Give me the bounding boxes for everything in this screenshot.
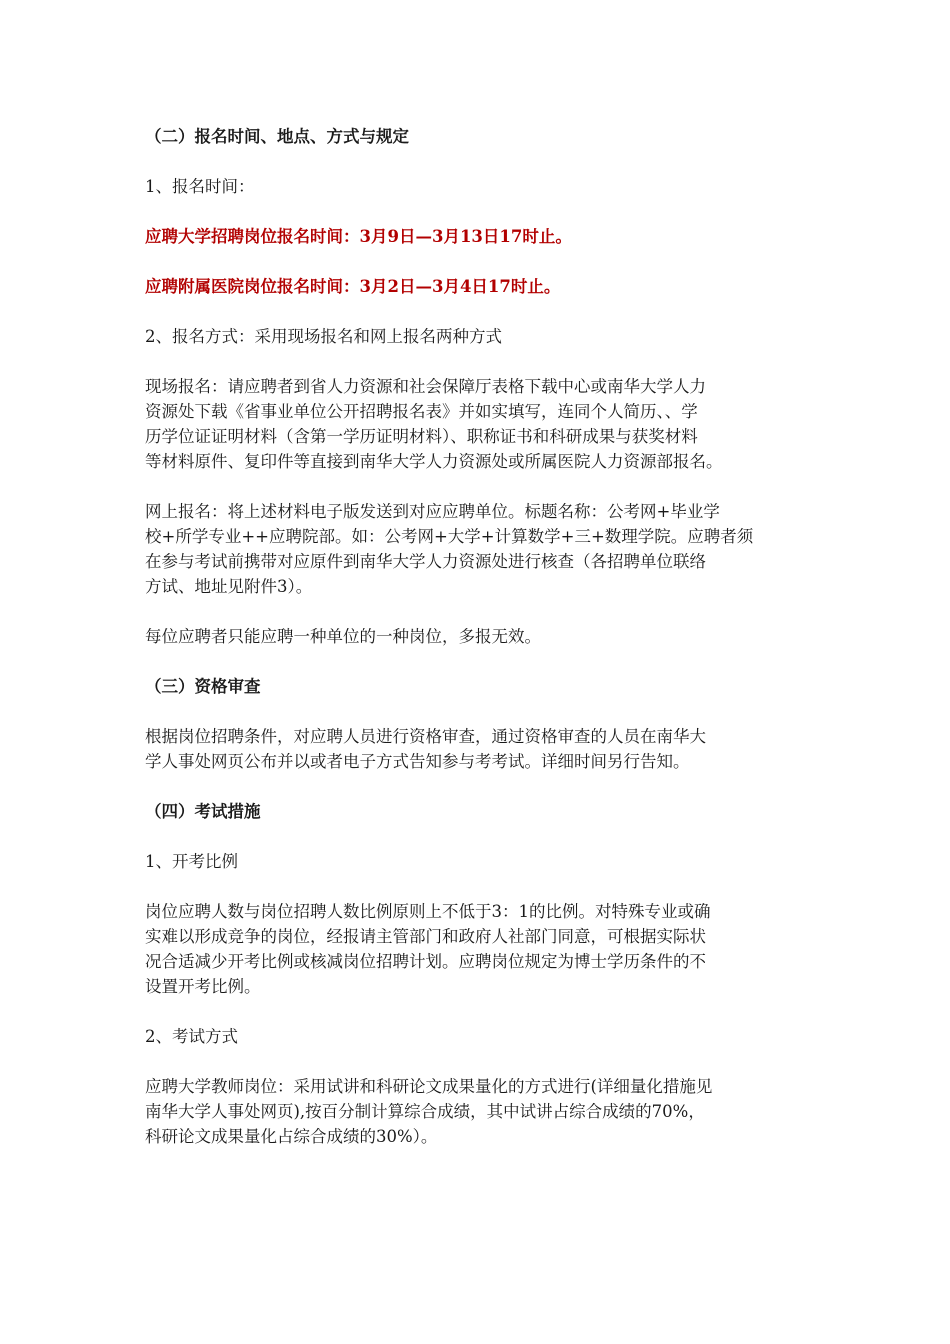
document-page <box>145 124 807 1174</box>
qualification-paragraph <box>145 724 807 774</box>
ratio-line: 况合适减少开考比例或核减岗位招聘计划。应聘岗位规定为博士学历条件的不 <box>145 952 706 971</box>
method-line: 应聘大学教师岗位：采用试讲和科研论文成果量化的方式进行(详细量化措施见 <box>145 1077 713 1096</box>
university-registration-time: 应聘大学招聘岗位报名时间：3月9日—3月13日17时止。 <box>145 227 572 246</box>
online-line: 在参与考试前携带对应原件到南华大学人力资源处进行核查（各招聘单位联络 <box>145 552 706 571</box>
hospital-registration-time: 应聘附属医院岗位报名时间：3月2日—3月4日17时止。 <box>145 277 561 296</box>
method-line: 南华大学人事处网页),按百分制计算综合成绩，其中试讲占综合成绩的70%， <box>145 1102 705 1121</box>
section-heading-registration: （二）报名时间、地点、方式与规定 <box>145 127 409 146</box>
ratio-line: 岗位应聘人数与岗位招聘人数比例原则上不低于3：1的比例。对特殊专业或确 <box>145 902 711 921</box>
online-registration-paragraph <box>145 499 807 599</box>
ratio-line: 实难以形成竞争的岗位，经报请主管部门和政府人社部门同意，可根据实际状 <box>145 927 706 946</box>
method-line: 科研论文成果量化占综合成绩的30%）。 <box>145 1127 438 1146</box>
exam-method-label: 2、考试方式 <box>145 1027 238 1046</box>
exam-ratio-label: 1、开考比例 <box>145 852 238 871</box>
onsite-line: 资源处下载《省事业单位公开招聘报名表》并如实填写，连同个人简历、、学 <box>145 402 698 421</box>
onsite-line: 现场报名：请应聘者到省人力资源和社会保障厅表格下载中心或南华大学人力 <box>145 377 706 396</box>
qualification-line: 学人事处网页公布并以或者电子方式告知参与考考试。详细时间另行告知。 <box>145 752 690 771</box>
exam-method-paragraph <box>145 1074 807 1149</box>
online-line: 网上报名：将上述材料电子版发送到对应应聘单位。标题名称：公考网+毕业学 <box>145 502 720 521</box>
onsite-line: 等材料原件、复印件等直接到南华大学人力资源处或所属医院人力资源部报名。 <box>145 452 723 471</box>
online-line: 校+所学专业++应聘院部。如：公考网+大学+计算数学+三+数理学院。应聘者须 <box>145 527 754 546</box>
ratio-line: 设置开考比例。 <box>145 977 261 996</box>
onsite-registration-paragraph <box>145 374 807 474</box>
online-line: 方试、地址见附件3）。 <box>145 577 313 596</box>
qualification-line: 根据岗位招聘条件，对应聘人员进行资格审查，通过资格审查的人员在南华大 <box>145 727 706 746</box>
exam-ratio-paragraph <box>145 899 807 999</box>
section-heading-qualification: （三）资格审查 <box>145 677 261 696</box>
one-post-rule: 每位应聘者只能应聘一种单位的一种岗位，多报无效。 <box>145 627 541 646</box>
registration-method: 2、报名方式：采用现场报名和网上报名两种方式 <box>145 327 502 346</box>
onsite-line: 历学位证证明材料（含第一学历证明材料）、职称证书和科研成果与获奖材料 <box>145 427 698 446</box>
section-heading-exam: （四）考试措施 <box>145 802 261 821</box>
registration-time-label: 1、报名时间： <box>145 177 255 196</box>
